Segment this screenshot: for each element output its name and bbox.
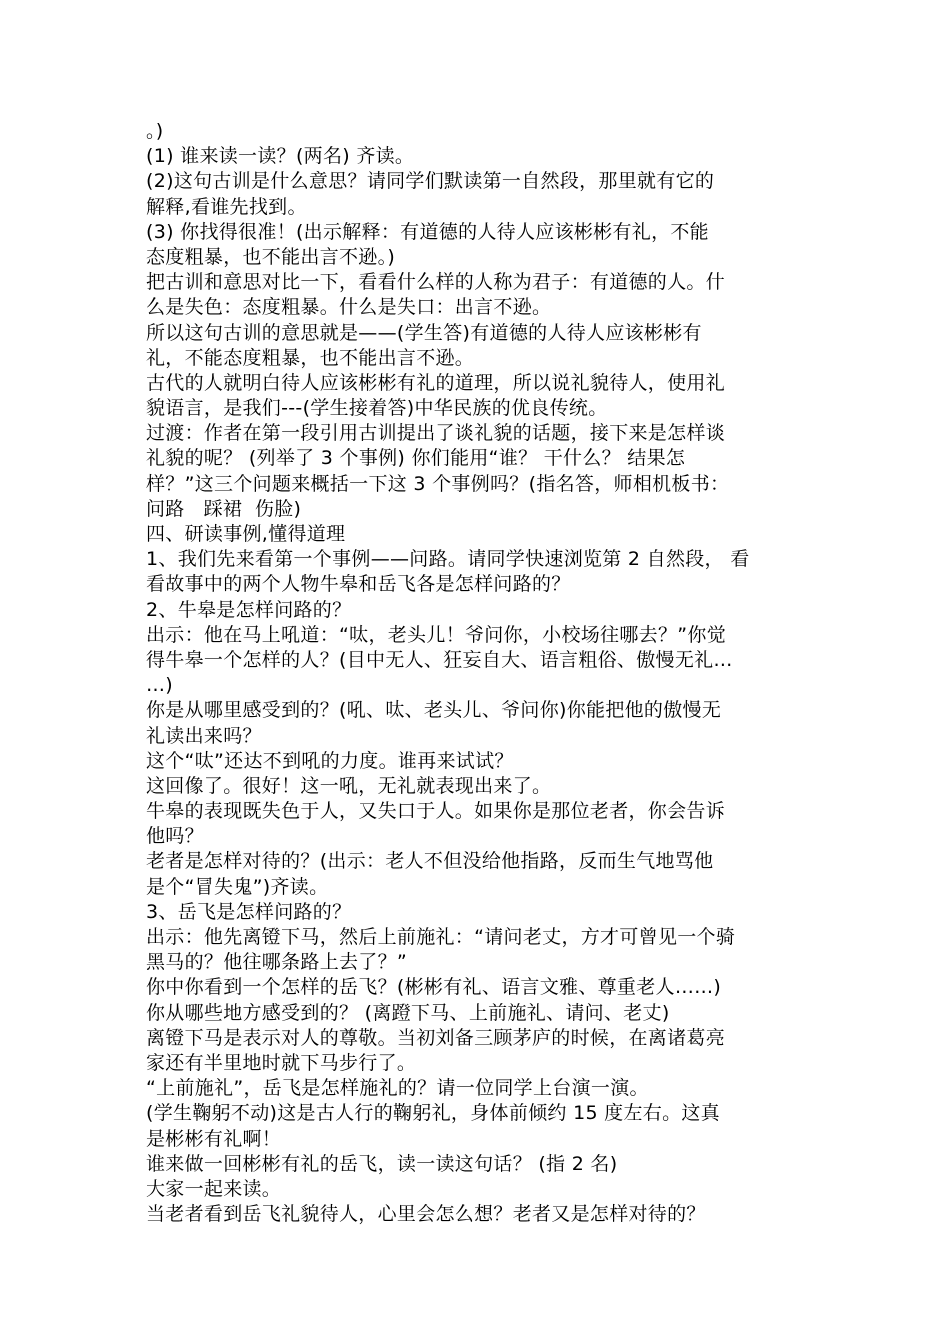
text-line: 你是从哪里感受到的？(吼、呔、老头儿、爷问你)你能把他的傲慢无 <box>146 699 722 722</box>
text-line: 出示：他先离镫下马，然后上前施礼：“请问老丈，方才可曾见一个骑 <box>146 926 736 948</box>
text-line: 这个“呔”还达不到吼的力度。谁再来试试？ <box>146 749 514 772</box>
text-line: 这回像了。很好！这一吼，无礼就表现出来了。 <box>146 774 552 797</box>
text-line: 黑马的？他往哪条路上去了？” <box>146 951 408 974</box>
text-line: 四、研读事例,懂得道理 <box>146 523 346 545</box>
text-line: (2)这句古训是什么意思？请同学们默读第一自然段，那里就有它的 <box>146 170 715 193</box>
text-line: 得牛皋一个怎样的人？(目中无人、狂妄自大、语言粗俗、傲慢无礼… <box>146 648 733 671</box>
text-line: 他吗？ <box>146 825 204 848</box>
text-line: 问路 踩裙 伤脸) <box>146 497 302 520</box>
text-line: 过渡：作者在第一段引用古训提出了谈礼貌的话题，接下来是怎样谈 <box>146 422 726 445</box>
text-line: …) <box>146 674 174 697</box>
text-line: 是个“冒失鬼”)齐读。 <box>146 875 329 898</box>
text-line: 貌语言，是我们---(学生接着答)中华民族的优良传统。 <box>146 397 608 420</box>
text-line: (学生鞠躬不动)这是古人行的鞠躬礼，身体前倾约 15 度左右。这真 <box>146 1102 720 1125</box>
text-line: 离镫下马是表示对人的尊敬。当初刘备三顾茅庐的时候，在离诸葛亮 <box>146 1026 726 1049</box>
text-line: 当老者看到岳飞礼貌待人，心里会怎么想？老者又是怎样对待的？ <box>146 1203 706 1226</box>
text-line: 解释,看谁先找到。 <box>146 195 307 218</box>
text-line: 看故事中的两个人物牛皋和岳飞各是怎样问路的？ <box>146 573 571 596</box>
text-line: (3) 你找得很准！(出示解释：有道德的人待人应该彬彬有礼，不能 <box>146 220 709 243</box>
text-line: 2、牛皋是怎样问路的？ <box>146 598 352 621</box>
text-line: 么是失色：态度粗暴。什么是失口：出言不逊。 <box>146 296 552 319</box>
text-line: 出示：他在马上吼道：“呔，老头儿！爷问你，小校场往哪去？”你觉 <box>146 623 726 646</box>
text-line: 是彬彬有礼啊！ <box>146 1127 282 1150</box>
text-line: 家还有半里地时就下马步行了。 <box>146 1051 417 1074</box>
text-line: 态度粗暴，也不能出言不逊。) <box>146 245 396 268</box>
text-line: 把古训和意思对比一下，看看什么样的人称为君子：有道德的人。什 <box>146 271 726 294</box>
text-line: 样？”这三个问题来概括一下这 3 个事例吗？(指名答，师相机板书： <box>146 472 730 495</box>
text-line: 老者是怎样对待的？(出示：老人不但没给他指路，反而生气地骂他 <box>146 850 714 873</box>
text-line: 古代的人就明白待人应该彬彬有礼的道理，所以说礼貌待人，使用礼 <box>146 371 726 394</box>
text-line: 1、我们先来看第一个事例——问路。请同学快速浏览第 2 自然段， 看 <box>146 548 750 571</box>
text-line: 你从哪些地方感受到的？ (离蹬下马、上前施礼、请问、老丈) <box>146 1001 670 1024</box>
text-line: 谁来做一回彬彬有礼的岳飞，读一读这句话？ (指 2 名) <box>146 1152 618 1175</box>
text-line: 大家一起来读。 <box>146 1177 282 1200</box>
text-line: 所以这句古训的意思就是——(学生答)有道德的人待人应该彬彬有 <box>146 321 702 344</box>
text-line: 礼读出来吗？ <box>146 724 262 747</box>
text-line: 3、岳飞是怎样问路的？ <box>146 900 352 923</box>
text-line: 礼，不能态度粗暴，也不能出言不逊。 <box>146 346 475 369</box>
text-line: 。) <box>146 120 164 142</box>
document-body <box>146 119 816 1227</box>
text-line: 你中你看到一个怎样的岳飞？(彬彬有礼、语言文雅、尊重老人……) <box>146 976 722 999</box>
text-line: 牛皋的表现既失色于人，又失口于人。如果你是那位老者，你会告诉 <box>146 800 726 823</box>
text-line: (1) 谁来读一读？(两名) 齐读。 <box>146 145 415 168</box>
text-line: “上前施礼”，岳飞是怎样施礼的？请一位同学上台演一演。 <box>146 1077 649 1100</box>
text-line: 礼貌的呢？ (列举了 3 个事例) 你们能用“谁？ 干什么？ 结果怎 <box>146 447 686 470</box>
